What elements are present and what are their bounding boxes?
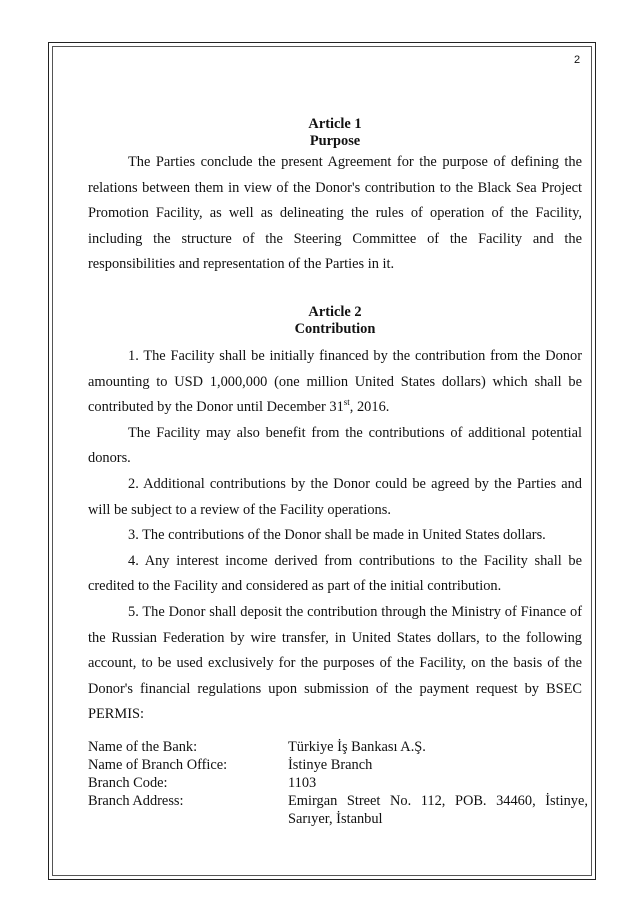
bank-row	[88, 738, 588, 756]
article-1-subtitle: Purpose	[309, 133, 361, 149]
bank-row-label: Branch Address:	[88, 793, 184, 809]
bank-row-label: Name of Branch Office:	[88, 757, 228, 773]
bank-row	[88, 774, 588, 792]
bank-row-value: Türkiye İş Bankası A.Ş.	[288, 739, 426, 755]
paragraph-1-date-end: , 2016.	[349, 399, 390, 416]
bank-row	[88, 792, 588, 828]
article-2-subtitle: Contribution	[294, 320, 376, 337]
bank-row-value: Emirgan Street No. 112, POB. 34460, İstinye, Sarıyer, İstanbul	[288, 793, 588, 827]
ordinal-suffix: st	[343, 397, 350, 408]
page-number: 2	[574, 54, 581, 66]
bank-row-label: Branch Code:	[88, 775, 168, 791]
bank-details	[88, 738, 588, 828]
article-2-paragraph-2: 2. Additional contributions by the Donor could be agreed by the Parties and will be subject to a review of the Facility operations.	[88, 475, 582, 518]
article-1-title: Article 1	[308, 116, 362, 132]
article-1-paragraph: The Parties conclude the present Agreement for the purpose of defining the relations between them in view of the Donor's contribution to the Black Sea Project Promotion Facility, as well as delineating the rules of operation of the Facility, including the structure of the Steering Committee of the Facility and the responsibilities and representation of the Parties in it.	[88, 154, 582, 273]
paragraph-1-text: 1. The Facility shall be initially financed by the contribution from the Donor amounting to USD 1,000,000 (one million United States dollars) which shall be contributed by the Donor until December 31	[88, 347, 582, 416]
article-2-paragraph-3: 3. The contributions of the Donor shall be made in United States dollars.	[128, 527, 546, 544]
article-2-paragraph-1b: The Facility may also benefit from the contributions of additional potential donors.	[88, 424, 582, 467]
bank-row	[88, 756, 588, 774]
article-2-paragraph-4: 4. Any interest income derived from contributions to the Facility shall be credited to the Facility and considered as part of the initial contribution.	[88, 552, 582, 595]
document-body	[88, 116, 582, 728]
article-2-paragraph-1	[88, 344, 582, 421]
bank-row-value: İstinye Branch	[288, 757, 373, 773]
bank-row-label: Name of the Bank:	[88, 739, 198, 755]
article-2-paragraph-5: 5. The Donor shall deposit the contribution through the Ministry of Finance of the Russian Federation by wire transfer, in United States dollars, to the following account, to be used exclusively for the purposes of the Facility, on the basis of the Donor's financial regulations upon submission of the payment request by BSEC PERMIS:	[88, 603, 582, 723]
article-2-title: Article 2	[308, 303, 362, 320]
bank-row-value: 1103	[288, 775, 317, 791]
